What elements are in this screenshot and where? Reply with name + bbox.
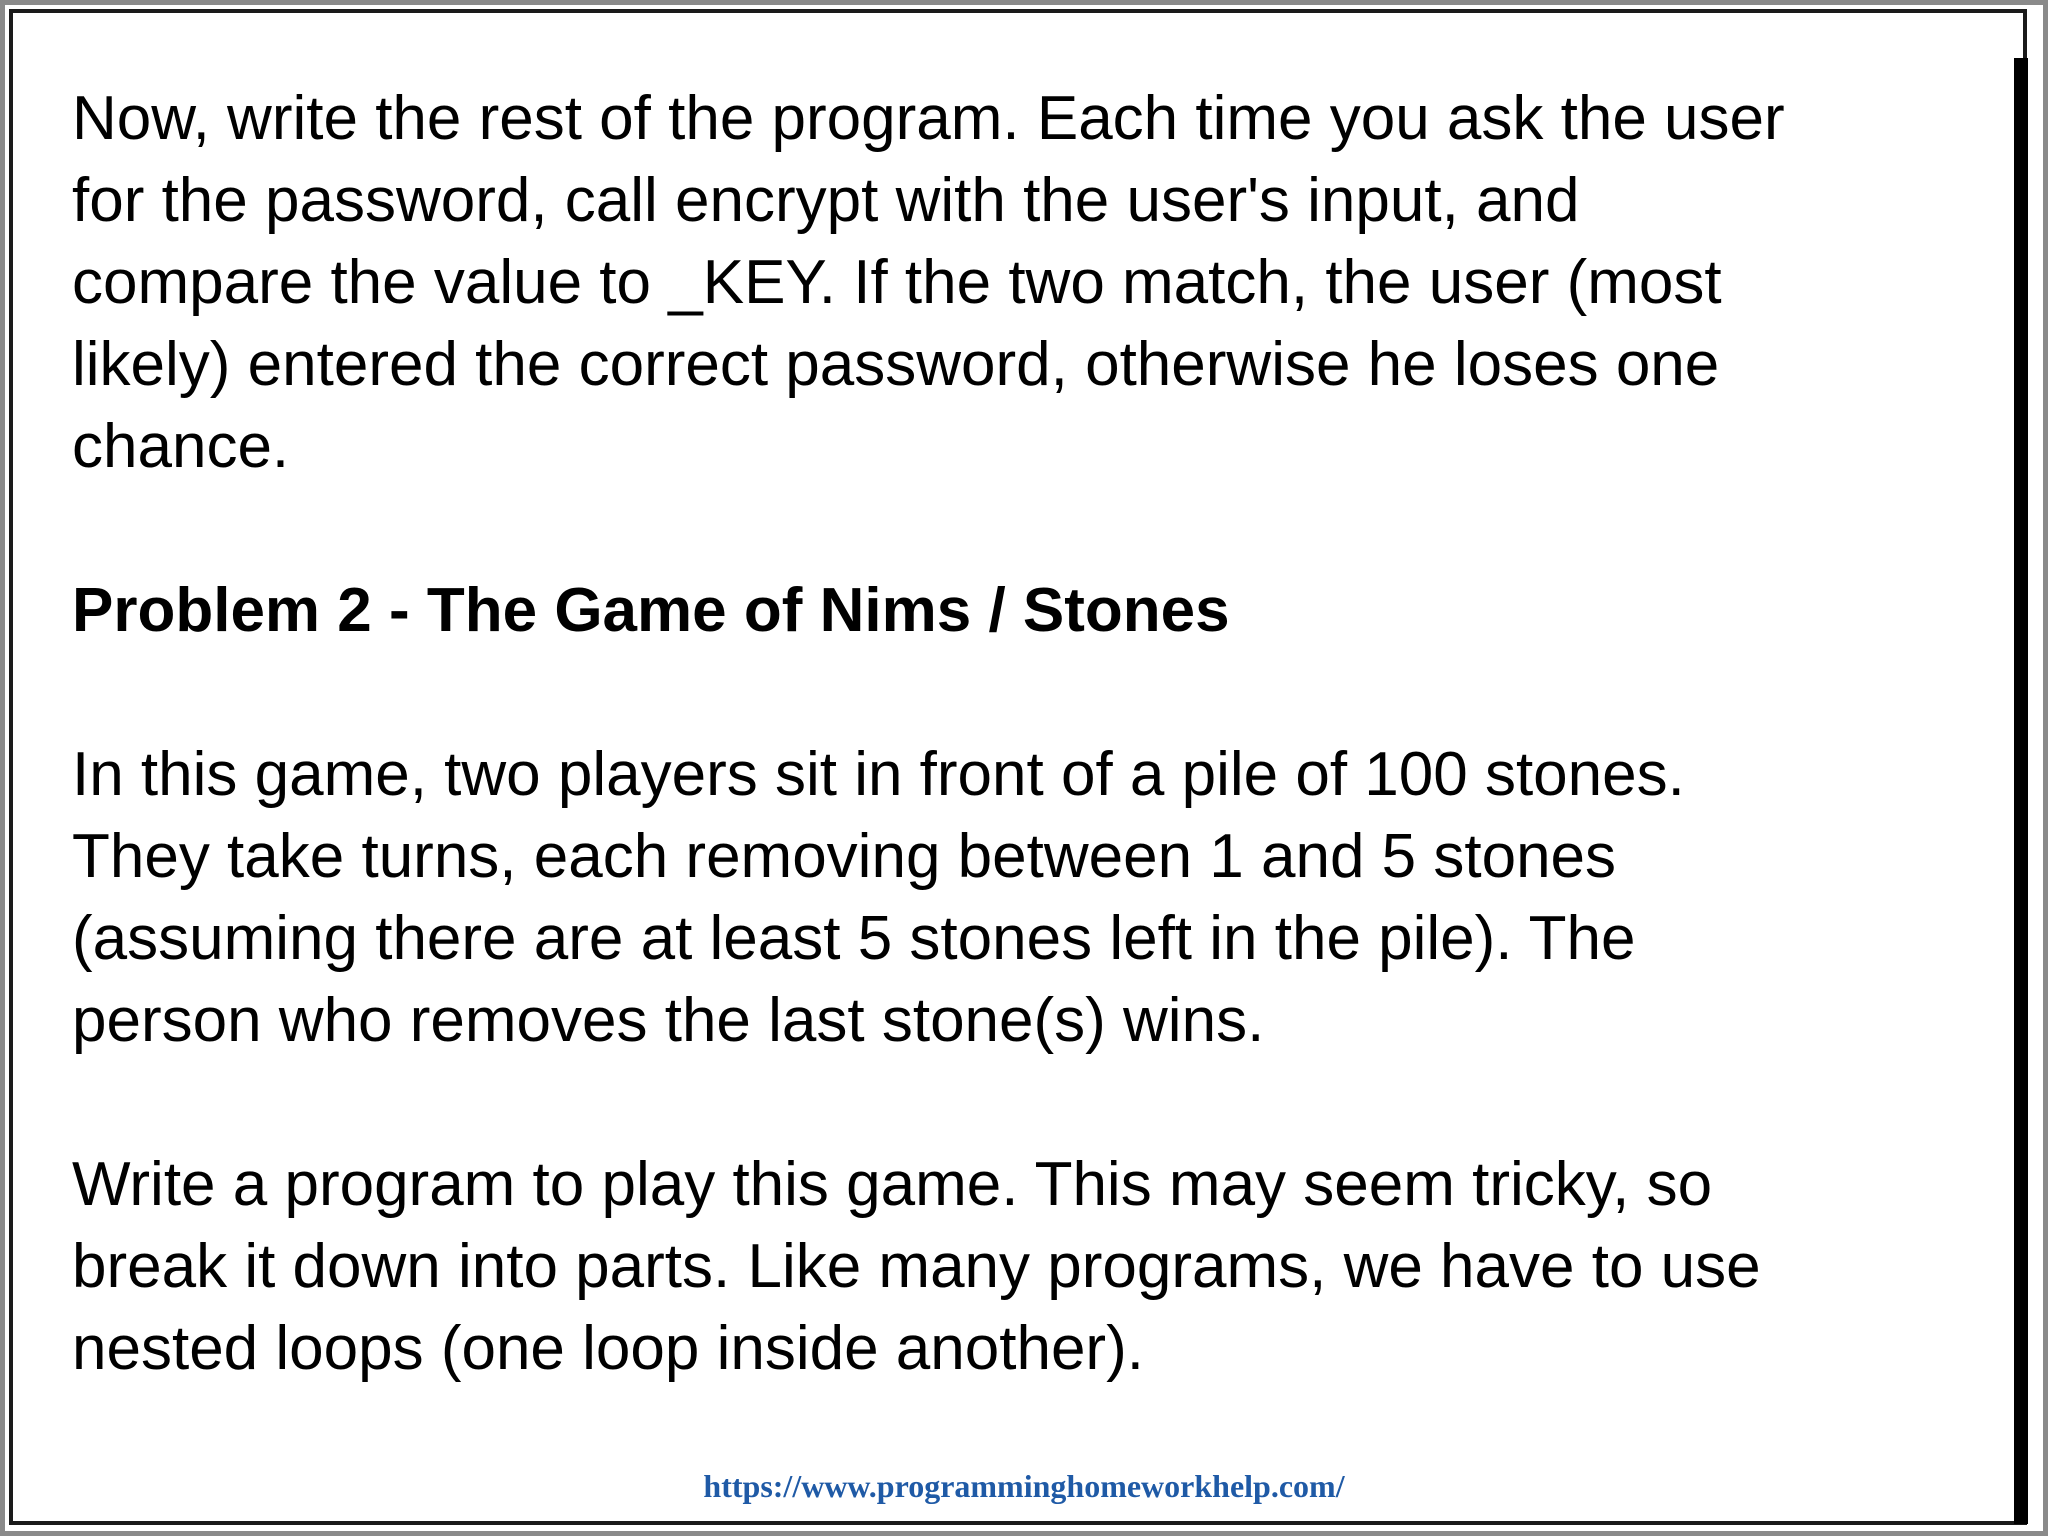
section-heading: Problem 2 - The Game of Nims / Stones — [72, 576, 1230, 645]
paragraph-intro: Now, write the rest of the program. Each time you ask the user for the password, call encrypt with the user's input, and compare the value to _KEY. If the two match, the user (most likely) entered the correct password, otherwise he loses one chance. — [72, 84, 1785, 481]
paragraph-game-rules: In this game, two players sit in front of a pile of 100 stones. They take turns, each removing between 1 and 5 stones (assuming there are at least 5 stones left in the pile). The person who removes the last stone(s) wins. — [72, 740, 1685, 1055]
page-right-shadow — [2014, 58, 2028, 1524]
paragraph-task: Write a program to play this game. This may seem tricky, so break it down into parts. Like many programs, we have to use nested loops (one loop inside another). — [72, 1150, 1761, 1383]
footer-website-link[interactable]: https://www.programminghomeworkhelp.com/ — [703, 1468, 1345, 1504]
document-body — [72, 78, 1992, 1390]
